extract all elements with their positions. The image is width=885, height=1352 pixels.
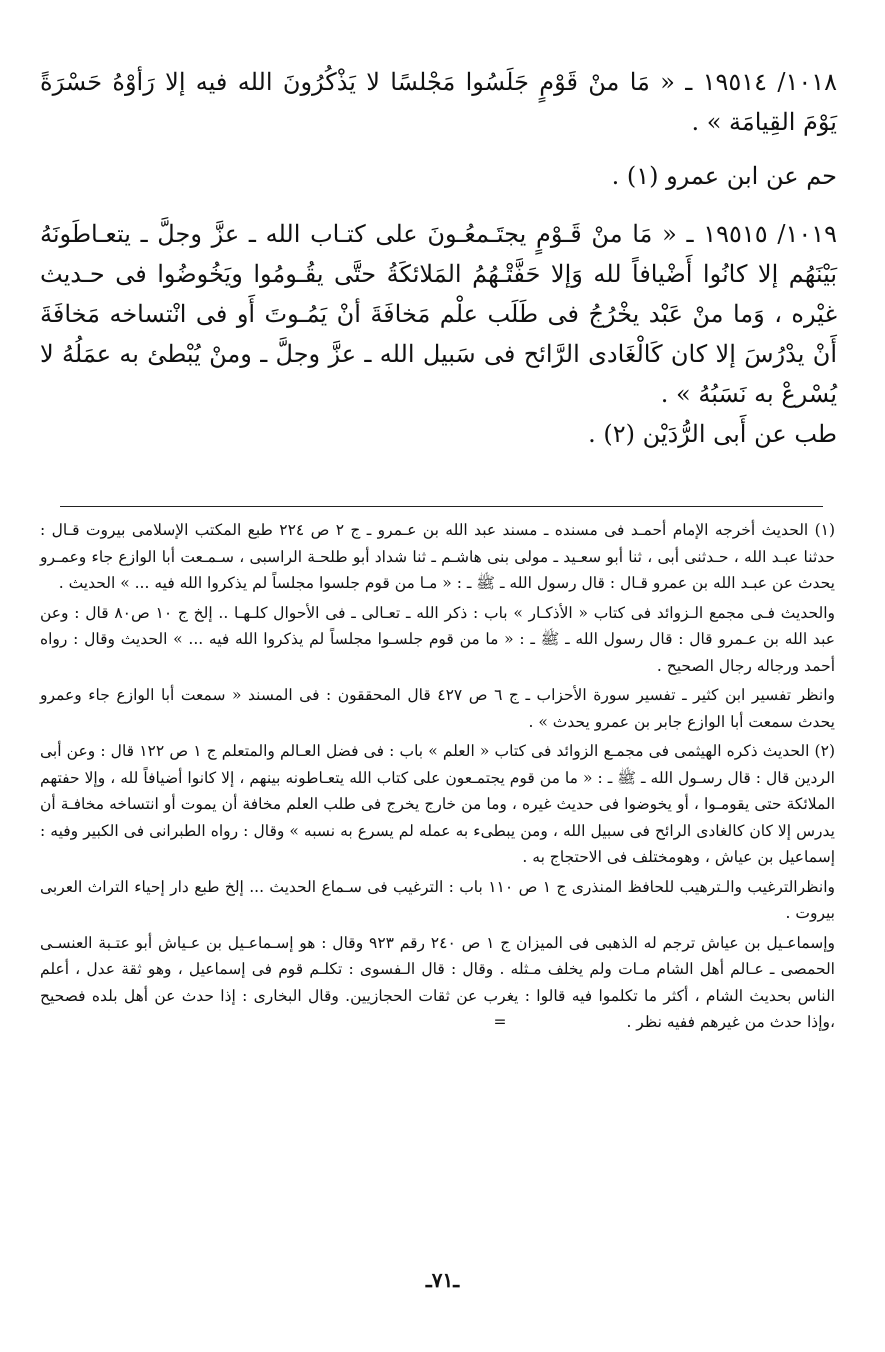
footnote-1-paragraph: والحديث فـى مجمع الـزوائد فى كتاب « الأذكـار » باب : ذكر الله ـ تعـالى ـ فى الأحوال كلـهـا .. إلخ ج ١٠ ص٨٠ قال : وعن عبد الله بن عـمرو قال : قال رسول الله ـ ﷺ ـ : « ما من قوم جلسـوا مجلساً لم يذكروا الله فيه ... » الحديث وقال : رواه أحمد ورجاله رجال الصحيح . <box>40 603 835 675</box>
footnote-1-paragraph: وانظر تفسير ابن كثير ـ تفسير سورة الأحزاب ـ ج ٦ ص ٤٢٧ قال المحققون : فى المسند « سمعت أبا الوازع جاء وعمرو يحدث سمعت أبا الوازع جابر بن عمرو يحدث » . <box>40 686 835 731</box>
footnote-2-paragraph <box>40 930 835 1036</box>
hadith-1018: ١٠١٨/ ١٩٥١٤ ـ « مَا منْ قَوْمٍ جَلَسُوا مَجْلسًا لا يَذْكُرُونَ الله فيه إلا رَأوْهُ حَسْرَةً يَوْمَ القِيامَة » . <box>40 68 837 136</box>
footnotes-section <box>40 517 835 1036</box>
continuation-mark: = <box>493 1013 507 1031</box>
hadith-1019: ١٠١٩/ ١٩٥١٥ ـ « مَا منْ قَـوْمٍ يجتَـمعُـونَ على كتـاب الله ـ عزَّ وجلَّ ـ يتعـاطَونَهُ بَيْنَهُم إلا كانُوا أَضْيافاً لله وَإلا حَفَّتْـهُمُ المَلائكَةُ حتَّى يقُـومُوا ويَخُوضُوا فى حـديث غيْره ، وَما منْ عَبْد يخْرُجُ فى طَلَب علْم مَخافَةَ أنْ يَمُـوتَ أَو فى انْتساخه مَخافَةَ أَنْ يدْرُسَ إلا كان كَالْغَادى الرَّائح فى سَبيل الله ـ عزَّ وجلَّ ـ ومنْ يُبْطئ به عمَلُهُ لا يُسْرعْ به نَسَبُهُ » . <box>40 220 837 408</box>
footnote-1-paragraph: (١) الحديث أخرجه الإمام أحمـد فى مسنده ـ مسند عبد الله بن عـمرو ـ ج ٢ ص ٢٢٤ طبع المكتب الإسلامى بيروت قـال : حدثنا عبـد الله ، حـدثنى أبى ، ثنا أبو سعـيد ـ مولى بنى هاشـم ـ ثنا شداد أبو طلحـة الراسبى ، سـمـعت أبا الوازع جاء وعمـرو يحدث عن عبـد الله بن عمرو قـال : قال رسول الله ـ ﷺ ـ : « مـا من قوم جلسوا مجلساً لم يذكروا الله فيه ... » الحديث . <box>40 521 836 592</box>
hadith-1019-source: طب عن أَبى الرُّدَيْن (٢) . <box>588 420 837 448</box>
footnote-2-paragraph-text: وإسماعـيل بن عياش ترجم له الذهبى فى الميزان ج ١ ص ٢٤٠ رقم ٩٢٣ وقال : هو إسـماعـيل بن عـياش أبو عتـبة العنسـى الحمصى ـ عـالم أهل الشام مـات ولم يخلف مـثله . وقال : قال الـفسوى : تكلـم قوم فى إسماعيل ، وهو ثقة عدل ، أعلم الناس بحديث الشام ، أكثر ما تكلموا فيه قالوا : يغرب عن ثقات الحجازيين. وقال البخارى : إذا حدث عن أهل بلده فصحيح ،وإذا حدث من غيرهم ففيه نظر . <box>40 933 835 1031</box>
hadith-1018-source: حم عن ابن عمرو (١) . <box>611 162 837 190</box>
footnote-2-paragraph: وانظرالترغيب والـترهيب للحافظ المنذرى ج ١ ص ١١٠ باب : الترغيب فى سـماع الحديث ... إلخ طبع دار إحياء التراث العربى بيروت . <box>40 877 835 922</box>
footnote-2 <box>40 738 835 1036</box>
main-text-block <box>40 62 837 454</box>
page-number: ـ٧١ـ <box>425 1268 460 1292</box>
footnote-2-paragraph: (٢) الحديث ذكره الهيثمى فى مجمـع الزوائد فى كتاب « العلم » باب : فى فضل العـالم والمتعلم ج ١ ص ١٢٢ قال : وعن أبى الردين قال : قال رسـول الله ـ ﷺ ـ : « ما من قوم يجتمـعون على كتاب الله يتعـاطونه بينهم ، إلا كانوا أضيافاً لله ، وإلا حفتهم الملائكة حتى يقومـوا ، أو يخوضوا فى حديث غيره ، وما من خارج يخرج فى طلب العلم مخافة أن يموت أو انتساخه مخافـة أن يدرس إلا كان كالغادى الرائح فى سبيل الله ، ومن يبطىء به عمله لم يسرع به نسبه » وقال : رواه الطبرانى فى الكبير وفيه : إسماعيل بن عياش ، وهومختلف فى الاحتجاج به . <box>40 742 835 866</box>
footnote-1 <box>40 517 835 735</box>
footnote-divider <box>60 506 823 507</box>
